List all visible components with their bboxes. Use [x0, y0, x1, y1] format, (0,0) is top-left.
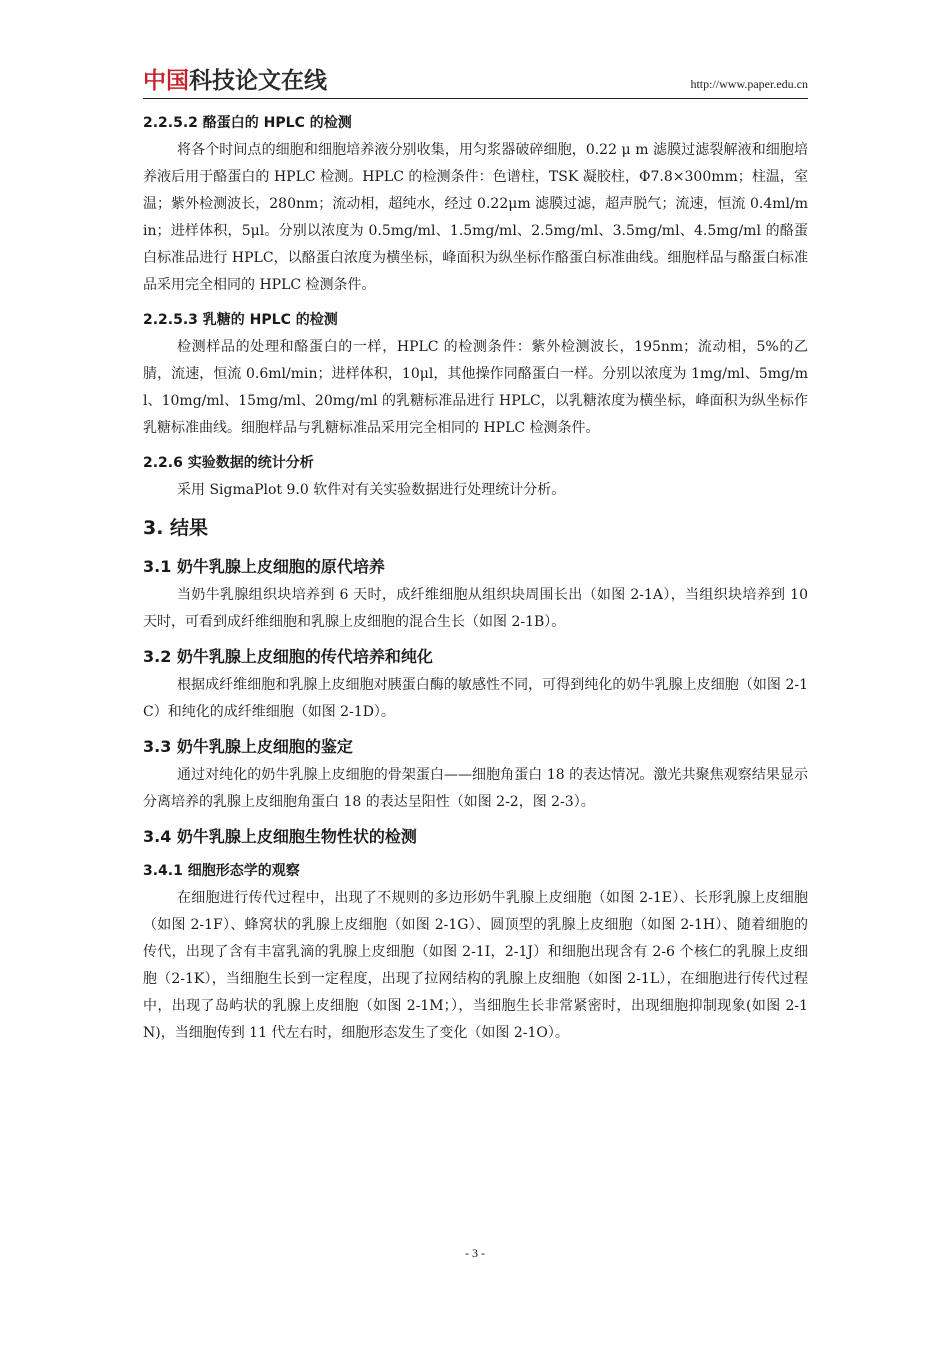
header-url[interactable]: http://www.paper.edu.cn [690, 77, 808, 91]
paragraph-2-2-6: 采用 SigmaPlot 9.0 软件对有关实验数据进行处理统计分析。 [177, 482, 566, 498]
logo-text-part: 科技论文在线 [189, 68, 327, 94]
heading-3-4: 3.4 奶牛乳腺上皮细胞生物性状的检测 [143, 827, 417, 846]
paragraph-3-4-1: 在细胞进行传代过程中，出现了不规则的多边形奶牛乳腺上皮细胞（如图 2-1E）、长形乳腺上皮细胞（如图 2-1F）、蜂窝状的乳腺上皮细胞（如图 2-1G）、圆顶型的乳腺上皮细胞（如图 2-1H）、随着细胞的传代，出现了含有丰富乳滴的乳腺上皮细胞（如图 2-1I，2-1J）和细胞出现含有 2-6 个核仁的乳腺上皮细胞（2-1K），当细胞生长到一定程度，出现了拉网结构的乳腺上皮细胞（如图 2-1L），在细胞进行传代过程中，出现了岛屿状的乳腺上皮细胞（如图 2-1M；），当细胞生长非常紧密时，出现细胞抑制现象(如图 2-1N)，当细胞传到 11 代左右时，细胞形态发生了变化（如图 2-1O）。 [143, 890, 808, 1041]
paragraph-3-1: 当奶牛乳腺组织块培养到 6 天时，成纤维细胞从组织块周围长出（如图 2-1A），当组织块培养到 10 天时，可看到成纤维细胞和乳腺上皮细胞的混合生长（如图 2-1B）。 [143, 587, 808, 630]
page-content [143, 112, 808, 1047]
site-logo [143, 68, 327, 95]
heading-2-2-5-3: 2.2.5.3 乳糖的 HPLC 的检测 [143, 312, 338, 328]
heading-3-3: 3.3 奶牛乳腺上皮细胞的鉴定 [143, 737, 353, 756]
page-header [143, 68, 808, 99]
page-number: - 3 - [465, 1246, 485, 1260]
paragraph-2-2-5-2: 将各个时间点的细胞和细胞培养液分别收集，用匀浆器破碎细胞，0.22 μ m 滤膜过滤裂解液和细胞培养液后用于酪蛋白的 HPLC 检测。HPLC 的检测条件：色谱柱，TSK 凝胶柱，Φ7.8×300mm；柱温，室温；紫外检测波长，280nm；流动相，超纯水，经过 0.22μm 滤膜过滤，超声脱气；流速，恒流 0.4ml/min；进样体积，5μl。分别以浓度为 0.5mg/ml、1.5mg/ml、2.5mg/ml、3.5mg/ml、4.5mg/ml 的酪蛋白标准品进行 HPLC，以酪蛋白浓度为横坐标，峰面积为纵坐标作酪蛋白标准曲线。细胞样品与酪蛋白标准品采用完全相同的 HPLC 检测条件。 [143, 142, 808, 293]
heading-3-2: 3.2 奶牛乳腺上皮细胞的传代培养和纯化 [143, 647, 433, 666]
heading-3-4-1: 3.4.1 细胞形态学的观察 [143, 863, 300, 879]
logo-red-part: 中国 [143, 68, 189, 94]
heading-3-results: 3. 结果 [143, 517, 209, 539]
heading-2-2-6: 2.2.6 实验数据的统计分析 [143, 455, 314, 471]
paragraph-3-3: 通过对纯化的奶牛乳腺上皮细胞的骨架蛋白——细胞角蛋白 18 的表达情况。激光共聚焦观察结果显示分离培养的乳腺上皮细胞角蛋白 18 的表达呈阳性（如图 2-2，图 2-3）。 [143, 767, 808, 810]
heading-2-2-5-2: 2.2.5.2 酪蛋白的 HPLC 的检测 [143, 115, 352, 131]
heading-3-1: 3.1 奶牛乳腺上皮细胞的原代培养 [143, 557, 385, 576]
paragraph-3-2: 根据成纤维细胞和乳腺上皮细胞对胰蛋白酶的敏感性不同，可得到纯化的奶牛乳腺上皮细胞（如图 2-1C）和纯化的成纤维细胞（如图 2-1D）。 [143, 677, 808, 720]
paragraph-2-2-5-3: 检测样品的处理和酪蛋白的一样，HPLC 的检测条件：紫外检测波长，195nm；流动相，5%的乙腈，流速，恒流 0.6ml/min；进样体积，10μl，其他操作同酪蛋白一样。分别以浓度为 1mg/ml、5mg/ml、10mg/ml、15mg/ml、20mg/ml 的乳糖标准品进行 HPLC，以乳糖浓度为横坐标，峰面积为纵坐标作乳糖标准曲线。细胞样品与乳糖标准品采用完全相同的 HPLC 检测条件。 [143, 339, 808, 436]
